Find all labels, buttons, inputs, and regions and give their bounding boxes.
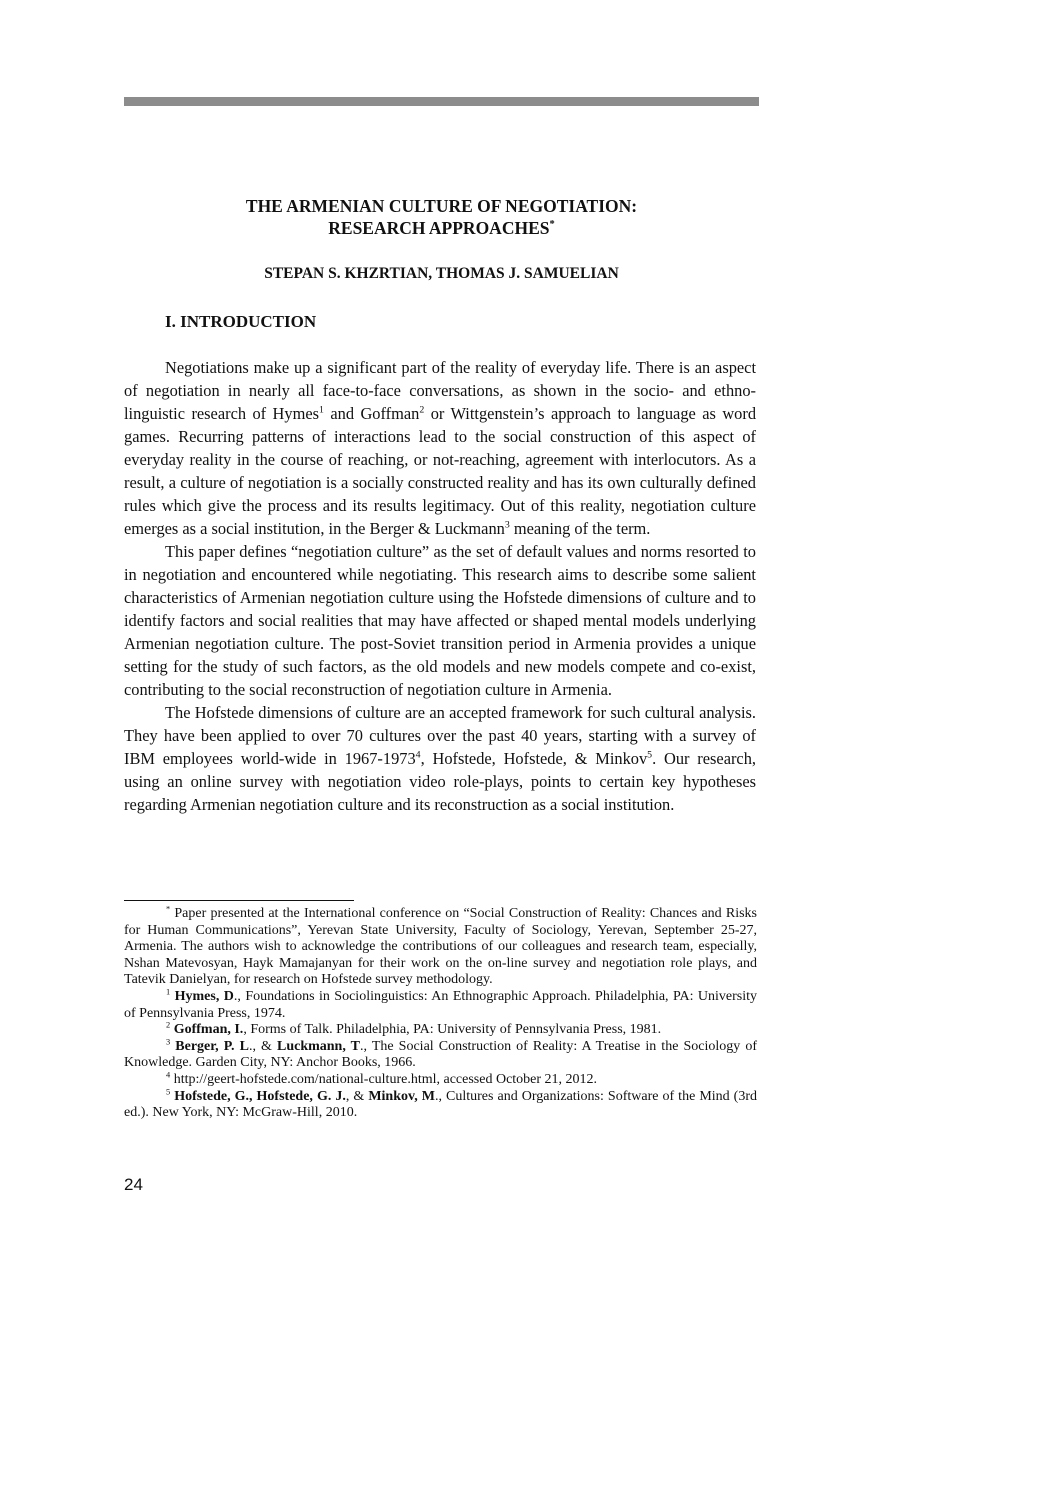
paragraph-2: This paper defines “negotiation culture” as the set of default values and norms resorted to in negotiation and encountered while negotiating. This research aims to describe some salient characteristics of Armenian negotiation culture using the Hofstede dimensions of culture and to identify factors and social realities that may have affected or shaped mental models underlying Armenian negotiation culture. The post-Soviet transition period in Armenia provides a unique setting for the study of such factors, as the old models and new models compete and co-exist, contributing to the social reconstruction of negotiation culture in Armenia. xyxy=(124,542,756,699)
footnote-ref: 1 xyxy=(319,404,324,416)
footnote-ref: 4 xyxy=(415,749,421,761)
footnote-ref: 2 xyxy=(419,404,425,416)
title-footnote-mark: * xyxy=(549,219,555,231)
footnote-4: $^4$ http://geert-hofstede.com/national-culture.html, accessed October 21, 2012. xyxy=(166,1070,598,1087)
footnote-ref: 5 xyxy=(647,749,653,761)
footnote-5: $^5$ Hofstede, G., Hofstede, G. J., & Minkov, M., Cultures and Organizations: Software of the Mind (3rd ed.). New York, NY: McGraw-Hill, 2010. xyxy=(124,1086,758,1121)
footnote-2: $^2$ Goffman, I., Forms of Talk. Philadelphia, PA: University of Pennsylvania Press, 1981. xyxy=(166,1020,662,1038)
title-line-1: THE ARMENIAN CULTURE OF NEGOTIATION: xyxy=(245,196,638,216)
footnote-star: * Paper presented at the International conference on “Social Construction of Reality: Chances and Risks for Human Communications”, Yerevan State University, Faculty of Sociology, Yerevan, September 25-27, Armenia. The authors wish to acknowledge the contributions of our colleagues and research team, especially, Nshan Matevosyan, Hayk Mamajanyan for their work on the on-line survey and negotiation role plays, and Tatevik Danielyan, for research on Hofstede survey methodology. xyxy=(124,904,757,988)
body-text xyxy=(124,356,756,816)
footnote-3: $^3$ Berger, P. L., & Luckmann, T., The Social Construction of Reality: A Treatise in the Sociology of Knowledge. Garden City, NY: Anchor Books, 1966. xyxy=(124,1037,758,1071)
footnote-separator xyxy=(124,900,354,901)
footnote-ref: 3 xyxy=(504,519,510,531)
paragraph-3: The Hofstede dimensions of culture are an accepted framework for such cultural analysis. They have been applied to over 70 cultures over the past 40 years, starting with a survey of IBM employees world-wide in 1967-1973$^4$, Hofstede, Hofstede, & Minkov$^5$. Our research, using an online survey with negotiation video role-plays, points to certain key hypotheses regarding Armenian negotiation culture and its reconstruction as a social institution. xyxy=(124,703,756,814)
paragraph-1: Negotiations make up a significant part of the reality of everyday life. There is an aspect of negotiation in nearly all face-to-face conversations, as shown in the socio- and ethno-linguistic research of Hymes$^1$ and Goffman$^2$ or Wittgenstein’s approach to language as word games. Recurring patterns of interactions lead to the social construction of this aspect of everyday reality in the course of reaching, or not-reaching, agreement with interlocutors. As a result, a culture of negotiation is a socially constructed reality and has its own culturally defined rules which give the process and its results legitimacy. Out of this reality, negotiation culture emerges as a social institution, in the Berger & Luckmann$^3$ meaning of the term. xyxy=(124,358,757,538)
footnotes xyxy=(124,906,757,1122)
footnote-1: $^1$ Hymes, D., Foundations in Sociolinguistics: An Ethnographic Approach. Philadelphia, PA: University of Pennsylvania Press, 1974. xyxy=(124,987,758,1021)
paper-title xyxy=(124,195,759,239)
section-heading: I. INTRODUCTION xyxy=(165,312,317,331)
header-rule xyxy=(124,97,759,106)
page-number: 24 xyxy=(124,1175,143,1194)
title-line-2: RESEARCH APPROACHES xyxy=(328,218,550,238)
authors: STEPAN S. KHZRTIAN, THOMAS J. SAMUELIAN xyxy=(264,265,619,282)
